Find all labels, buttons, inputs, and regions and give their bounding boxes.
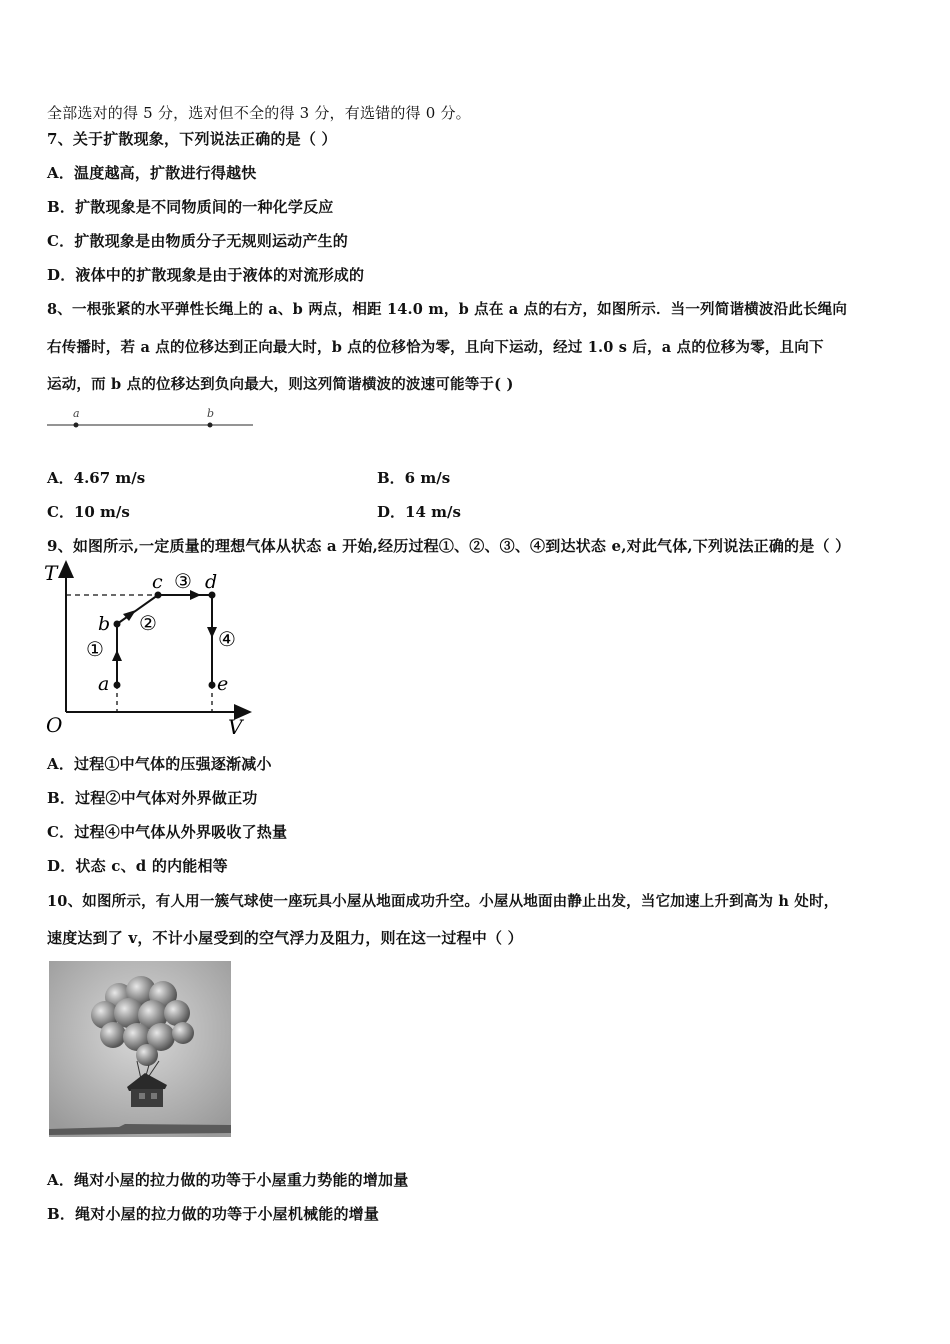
process-4-arrow bbox=[207, 627, 217, 638]
point-a-dot bbox=[74, 423, 79, 428]
balloon-house-photo bbox=[49, 961, 231, 1137]
state-b-dot bbox=[114, 621, 121, 628]
question-8-option-c: C．10 m/s bbox=[47, 503, 130, 521]
t-axis-label: T bbox=[44, 561, 58, 585]
question-10-option-a: A．绳对小屋的拉力做的功等于小屋重力势能的增加量 bbox=[47, 1171, 409, 1189]
question-8-stem-line-1: 8、一根张紧的水平弹性长绳上的 a、b 两点，相距 14.0 m，b 点在 a 点的右方，如图所示．当一列简谐横波沿此长绳向 bbox=[47, 301, 848, 318]
process-4-label: ④ bbox=[218, 627, 236, 651]
state-d-label: d bbox=[205, 571, 218, 593]
question-9-option-c: C．过程④中气体从外界吸收了热量 bbox=[47, 823, 288, 841]
question-9-stem: 9、如图所示,一定质量的理想气体从状态 a 开始,经历过程①、②、③、④到达状态 e,对此气体,下列说法正确的是（ ） bbox=[47, 537, 851, 555]
state-b-label: b bbox=[98, 613, 111, 635]
question-7-option-d: D．液体中的扩散现象是由于液体的对流形成的 bbox=[47, 266, 365, 284]
point-a-label: a bbox=[73, 407, 80, 420]
rope-figure bbox=[45, 405, 257, 435]
question-9-option-b: B．过程②中气体对外界做正功 bbox=[47, 789, 258, 807]
state-a-dot bbox=[114, 682, 121, 689]
point-b-dot bbox=[208, 423, 213, 428]
question-9-option-d: D．状态 c、d 的内能相等 bbox=[47, 857, 228, 875]
state-a-label: a bbox=[98, 673, 110, 695]
state-c-label: c bbox=[152, 571, 163, 593]
process-3-label: ③ bbox=[174, 569, 192, 593]
tv-diagram bbox=[40, 562, 255, 742]
question-10-stem-line-1: 10、如图所示，有人用一簇气球使一座玩具小屋从地面成功升空。小屋从地面由静止出发，当它加速上升到高为 h 处时， bbox=[47, 893, 839, 910]
question-7-option-c: C．扩散现象是由物质分子无规则运动产生的 bbox=[47, 232, 348, 250]
question-8-stem-line-3: 运动，而 b 点的位移达到负向最大，则这列简谐横波的波速可能等于( ) bbox=[47, 376, 514, 393]
point-b-label: b bbox=[207, 407, 215, 420]
question-7-stem: 7、关于扩散现象，下列说法正确的是（ ） bbox=[47, 130, 337, 148]
state-e-dot bbox=[209, 682, 216, 689]
question-9-option-a: A．过程①中气体的压强逐渐减小 bbox=[47, 755, 272, 773]
question-7-option-b: B．扩散现象是不同物质间的一种化学反应 bbox=[47, 198, 334, 216]
process-1-arrow bbox=[112, 650, 122, 661]
question-8-stem-line-2: 右传播时，若 a 点的位移达到正向最大时，b 点的位移恰为零，且向下运动，经过 1.0 s 后，a 点的位移为零，且向下 bbox=[47, 339, 824, 356]
question-10-stem-line-2: 速度达到了 v，不计小屋受到的空气浮力及阻力，则在这一过程中（ ） bbox=[47, 929, 523, 947]
question-7-option-a: A．温度越高，扩散进行得越快 bbox=[47, 164, 257, 182]
state-e-label: e bbox=[217, 673, 229, 695]
question-8-option-b: B．6 m/s bbox=[377, 469, 451, 487]
instructions-text: 全部选对的得 5 分，选对但不全的得 3 分，有选错的得 0 分。 bbox=[47, 104, 471, 122]
question-8-option-a: A．4.67 m/s bbox=[47, 469, 146, 487]
question-8-option-d: D．14 m/s bbox=[377, 503, 461, 521]
v-axis-label: V bbox=[228, 715, 243, 739]
question-10-option-b: B．绳对小屋的拉力做的功等于小屋机械能的增量 bbox=[47, 1205, 380, 1223]
origin-label: O bbox=[46, 713, 63, 737]
process-1-label: ① bbox=[86, 637, 104, 661]
process-2-label: ② bbox=[139, 611, 157, 635]
